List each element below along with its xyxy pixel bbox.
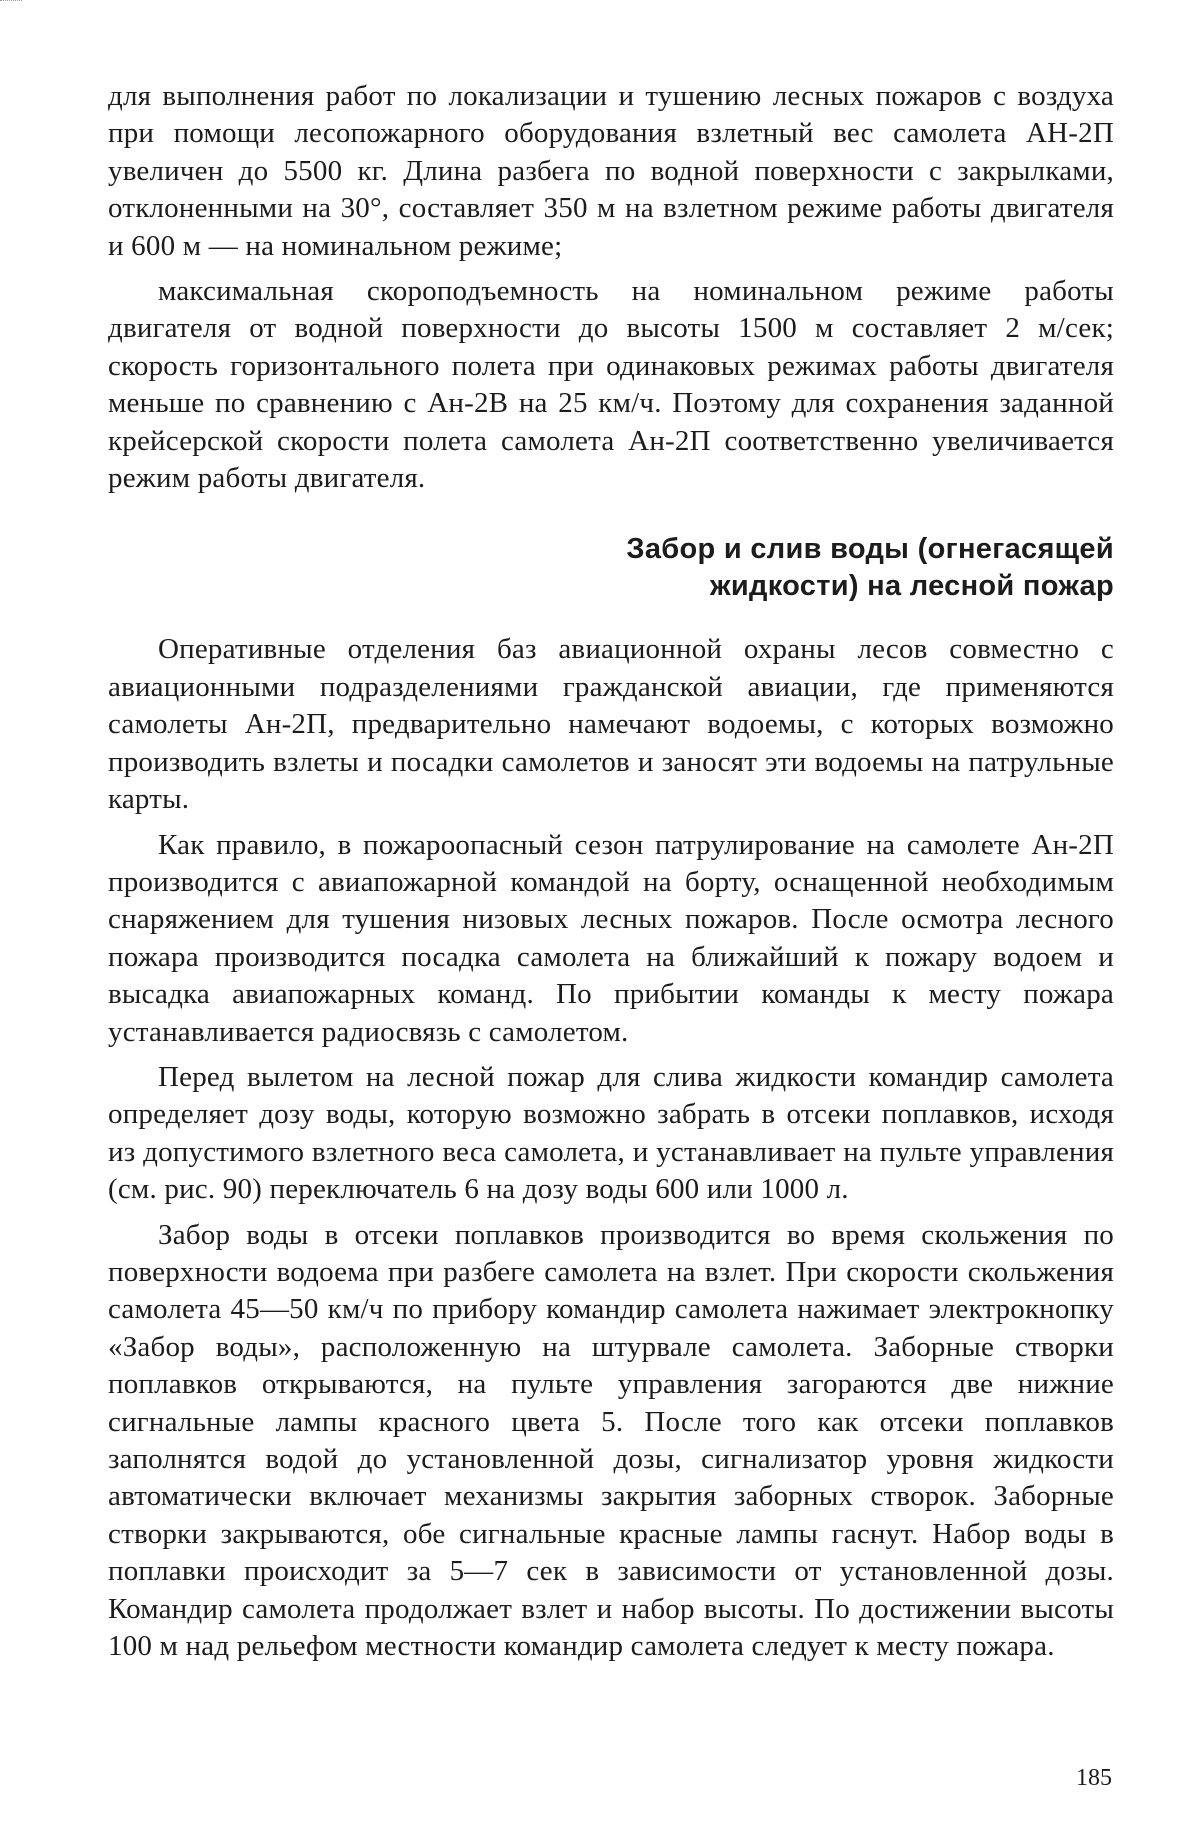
page-number: 185 xyxy=(1076,1765,1112,1791)
paragraph-patrol: Как правило, в пожароопасный сезон патрулирование на самолете Ан-2П производится с авиапожарной командой на борту, оснащенной необходимым снаряжением для тушения низовых лесных пожаров. После осмотра лесного пожара производится посадка самолета на ближайший к пожару водоем и высадка авиапожарных команд. По прибытии команды к месту пожара устанавливается радиосвязь с самолетом. xyxy=(108,828,1114,1048)
paragraph-water-intake: Забор воды в отсеки поплавков производится во время скольжения по поверхности водоема при разбеге самолета на взлет. При скорости скольжения самолета 45—50 км/ч по прибору командир самолета нажимает электрокнопку «Забор воды», расположенную на штурвале самолета. Заборные створки поплавков открываются, на пульте управления загораются две нижние сигнальные лампы красного цвета 5. После того как отсеки поплавков заполнятся водой до установленной дозы, сигнализатор уровня жидкости автоматически включает механизмы закрытия заборных створок. Заборные створки закрываются, обе сигнальные красные лампы гаснут. Набор воды в поплавки происходит за 5—7 сек в зависимости от установленной дозы. Командир самолета продолжает взлет и набор высоты. По достижении высоты 100 м над рельефом местности командир самолета следует к месту пожара. xyxy=(108,1218,1114,1663)
section-heading-line-1: Забор и слив воды (огнегасящей xyxy=(626,533,1114,566)
book-page xyxy=(108,78,1114,1665)
section-heading xyxy=(108,531,1114,605)
paragraph-water-dose: Перед вылетом на лесной пожар для слива жидкости командир самолета определяет дозу воды, которую возможно забрать в отсеки поплавков, исходя из допустимого взлетного веса самолета, и устанавливает на пульте управления (см. рис. 90) переключатель 6 на дозу воды 600 или 1000 л. xyxy=(108,1060,1114,1206)
section-heading-line-2: жидкости) на лесной пожар xyxy=(710,570,1114,603)
scan-corner-mark xyxy=(0,0,22,5)
paragraph-climb-rate: максимальная скороподъемность на номинальном режиме работы двигателя от водной поверхности до высоты 1500 м составляет 2 м/сек; скорость горизонтального полета при одинаковых режимах работы двигателя меньше по сравнению с Ан-2В на 25 км/ч. Поэтому для сохранения заданной крейсерской скорости полета самолета Ан-2П соответственно увеличивается режим работы двигателя. xyxy=(108,275,1114,495)
paragraph-takeoff-weight: для выполнения работ по локализации и тушению лесных пожаров с воздуха при помощи лесопожарного оборудования взлетный вес самолета АН-2П увеличен до 5500 кг. Длина разбега по водной поверхности с закрылками, отклоненными на 30°, составляет 350 м на взлетном режиме работы двигателя и 600 м — на номинальном режиме; xyxy=(108,80,1114,262)
paragraph-operational-units: Оперативные отделения баз авиационной охраны лесов совместно с авиационными подразделениями гражданской авиации, где применяются самолеты Ан-2П, предварительно намечают водоемы, с которых возможно производить взлеты и посадки самолетов и заносят эти водоемы на патрульные карты. xyxy=(108,633,1114,816)
